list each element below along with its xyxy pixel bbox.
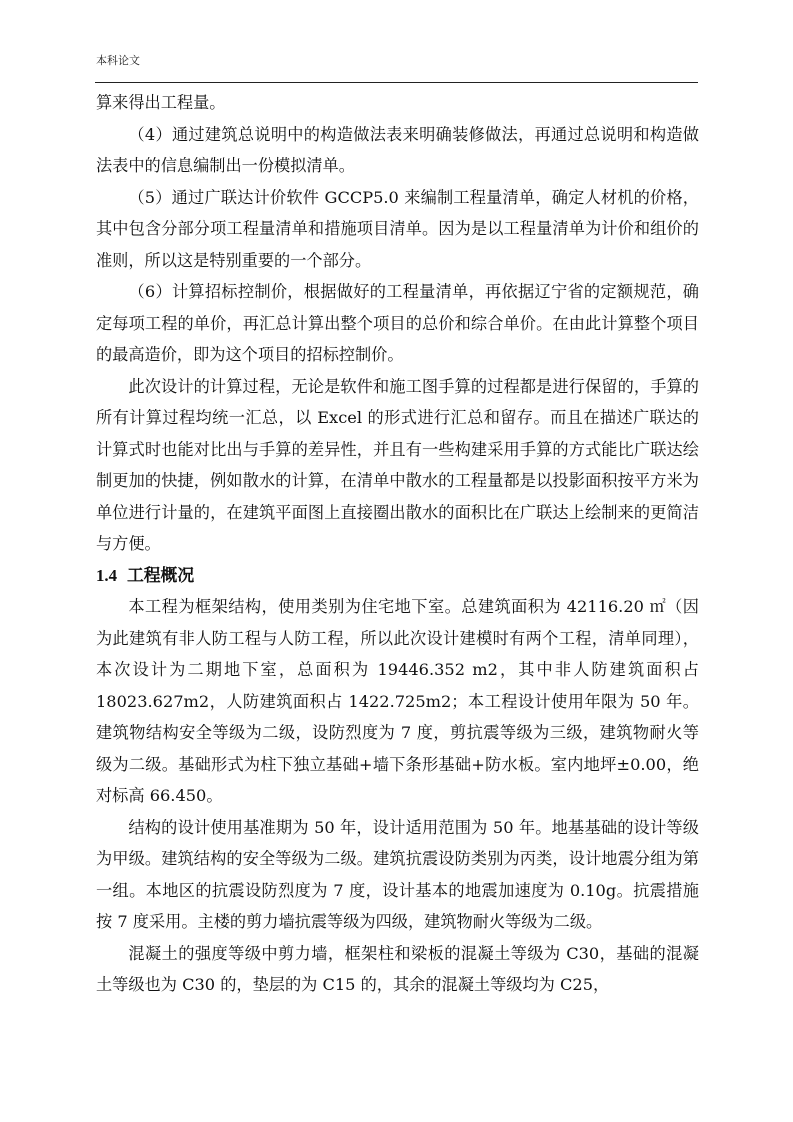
paragraph-structure-design: 结构的设计使用基准期为 50 年，设计适用范围为 50 年。地基基础的设计等级为甲级。建筑结构的安全等级为二级。建筑抗震设防类别为丙类，设计地震分组为第一组。本地区的抗震设防烈度为 7 度，设计基本的地震加速度为 0.10g。抗震措施按 7 度采用。主楼的剪力墙抗震等级为四级，建筑物耐火等级为二级。 [96,817,699,931]
paragraph-item-5: （5）通过广联达计价软件 GCCP5.0 来编制工程量清单，确定人材机的价格，其中包含分部分项工程量清单和措施项目清单。因为是以工程量清单为计价和组价的准则，所以这是特别重要的一个部分。 [96,187,699,270]
paragraph-project-overview: 本工程为框架结构，使用类别为住宅地下室。总建筑面积为 42116.20 ㎡（因为此建筑有非人防工程与人防工程，所以此次设计建模时有两个工程，清单同理），本次设计为二期地下室，总面积为 19446.352 m2，其中非人防建筑面积占 18023.627m2，人防建筑面积占 1422.725m2；本工程设计使用年限为 50 年。建筑物结构安全等级为二级，设防烈度为 7 度，剪抗震等级为三级，建筑物耐火等级为二级。基础形式为柱下独立基础+墙下条形基础+防水板。室内地坪±0.00，绝对标高 66.450。 [96,597,699,805]
section-number: 1.4 [96,565,117,585]
section-heading [96,560,699,592]
paragraph-item-4: （4）通过建筑总说明中的构造做法表来明确装修做法，再通过总说明和构造做法表中的信息编制出一份模拟清单。 [96,124,699,175]
section-title: 工程概况 [126,564,195,585]
body-text [96,87,699,1001]
paragraph-concrete-grade: 混凝土的强度等级中剪力墙，框架柱和梁板的混凝土等级为 C30，基础的混凝土等级也为 C30 的，垫层的为 C15 的，其余的混凝土等级均为 C25， [96,943,699,994]
header-divider [95,82,698,83]
header-label: 本科论文 [96,54,140,67]
paragraph-item-6: （6）计算招标控制价，根据做好的工程量清单，再依据辽宁省的定额规范，确定每项工程的单价，再汇总计算出整个项目的总价和综合单价。在由此计算整个项目的最高造价，即为这个项目的招标控制价。 [96,282,699,364]
paragraph-calculation-process: 此次设计的计算过程，无论是软件和施工图手算的过程都是进行保留的，手算的所有计算过程均统一汇总，以 Excel 的形式进行汇总和留存。而且在描述广联达的计算式时也能对比出与手算的差异性，并且有一些构建采用手算的方式能比广联达绘制更加的快捷，例如散水的计算，在清单中散水的工程量都是以投影面积按平方米为单位进行计量的，在建筑平面图上直接圈出散水的面积比在广联达上绘制来的更简洁与方便。 [96,376,699,553]
paragraph-continuation: 算来得出工程量。 [96,93,226,112]
